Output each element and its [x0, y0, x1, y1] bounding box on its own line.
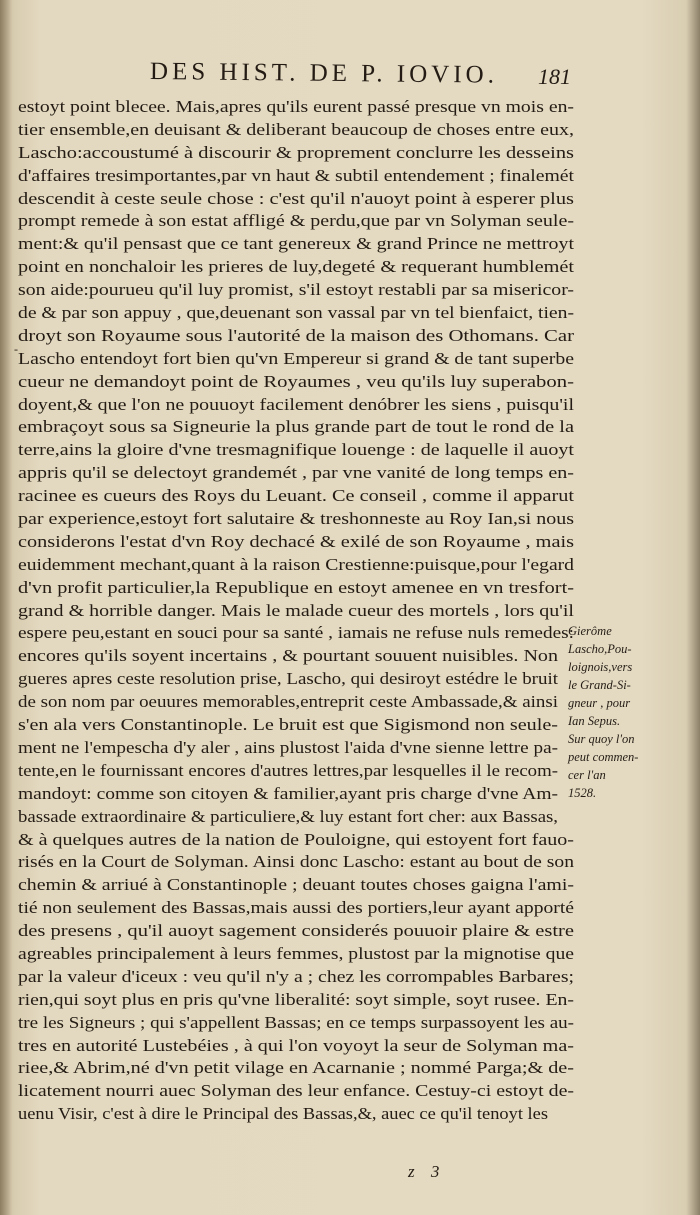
text-line-content: grand & horrible danger. Mais le malade cueur des mortels , lors qu'il — [18, 600, 574, 620]
text-line-content: tre les Signeurs ; qui s'appellent Bassas; en ce temps surpassoyent les au- — [18, 1012, 574, 1032]
text-line — [18, 508, 578, 531]
text-line-content: encores qu'ils soyent incertains , & pourtant souuent nuisibles. Non — [18, 646, 558, 666]
text-line — [18, 989, 578, 1012]
text-line — [18, 210, 578, 233]
text-line — [18, 1035, 578, 1058]
text-line — [18, 874, 578, 897]
text-line — [18, 691, 578, 714]
text-line-content: s'en ala vers Constantinople. Le bruit est que Sigismond non seule- — [18, 715, 558, 735]
text-line-content: & à quelques autres de la nation de Pouloigne, qui estoyent fort fauo- — [18, 829, 574, 849]
text-line-content: point en nonchaloir les prieres de luy,degeté & requerant humblemét — [18, 257, 574, 277]
text-line-content: droyt son Royaume sous l'autorité de la maison des Othomans. Car — [18, 325, 574, 345]
text-line — [18, 554, 578, 577]
text-line — [18, 966, 578, 989]
text-line — [18, 279, 578, 302]
text-line — [18, 897, 578, 920]
margin-note-line: Lascho,Pou- — [568, 642, 632, 656]
text-line-content: mandoyt: comme son citoyen & familier,ayant pris charge d'vne Am- — [18, 783, 558, 803]
text-line — [18, 577, 578, 600]
text-line-content: embraçoyt sous sa Signeurie la plus grande part de tout le rond de la — [18, 417, 574, 437]
text-line-content: prompt remede à son estat affligé & perdu,que par vn Solyman seule- — [18, 211, 574, 231]
text-line — [18, 760, 578, 783]
text-line — [18, 920, 578, 943]
text-line-content: risés en la Court de Solyman. Ainsi donc Lascho: estant au bout de son — [18, 852, 574, 872]
text-line — [18, 829, 578, 852]
margin-note-line: Sur quoy l'on — [568, 732, 635, 746]
margin-note-line: Ian Sepus. — [568, 714, 621, 728]
text-line — [18, 531, 578, 554]
margin-note — [568, 622, 663, 802]
text-line-content: d'affaires tresimportantes,par vn haut & subtil entendement ; finalemét — [18, 165, 574, 185]
text-line — [18, 96, 578, 119]
margin-note-line: le Grand-Si- — [568, 678, 631, 692]
text-line — [18, 394, 578, 417]
text-line-content: terre,ains la gloire d'vne tresmagnifique louenge : de laquelle il auoyt — [18, 440, 574, 460]
text-line-content: d'vn profit particulier,la Republique en estoyt amenee en vn tresfort- — [18, 577, 574, 597]
text-line-content: cueur ne demandoyt point de Royaumes , veu qu'ils luy superabon- — [18, 371, 574, 391]
text-line-content: agreables principalement à leurs femmes, plustost par la mignotise que — [18, 943, 574, 963]
text-line — [18, 302, 578, 325]
text-line-content: euidemment mechant,quant à la raison Crestienne:puisque,pour l'egard — [18, 554, 574, 574]
text-line-content: gueres apres ceste resolution prise, Lascho, qui desiroyt estédre le bruit — [18, 669, 558, 689]
text-line — [18, 622, 578, 645]
text-line — [18, 256, 578, 279]
text-line — [18, 485, 578, 508]
text-line — [18, 348, 578, 371]
text-line — [18, 371, 578, 394]
text-line-content: doyent,& que l'on ne pouuoyt facilement denóbrer les siens , puisqu'il — [18, 394, 574, 414]
text-line — [18, 142, 578, 165]
text-line — [18, 943, 578, 966]
margin-note-line: loignois,vers — [568, 660, 633, 674]
margin-note-line: Gierôme — [568, 624, 612, 638]
text-line — [18, 119, 578, 142]
margin-note-line: 1528. — [568, 786, 597, 800]
running-head: DES HIST. DE P. IOVIO. — [149, 58, 499, 89]
margin-note-line: cer l'an — [568, 768, 606, 782]
text-line — [18, 462, 578, 485]
text-line — [18, 165, 578, 188]
text-line — [18, 668, 578, 691]
text-line-content: considerons l'estat d'vn Roy dechacé & exilé de son Royaume , mais — [18, 531, 574, 551]
text-line-content: descendit à ceste seule chose : c'est qu'il n'auoyt point à esperer plus — [18, 188, 574, 208]
page-number: 181 — [538, 64, 571, 89]
text-line-content: licatement nourri auec Solyman des leur enfance. Cestuy-ci estoyt de- — [18, 1081, 574, 1101]
text-line-content: espere peu,estant en souci pour sa santé , iamais ne refuse nuls remedes: — [18, 623, 574, 643]
margin-note-line: gneur , pour — [568, 696, 631, 710]
text-line — [18, 714, 578, 737]
text-line-content: ment ne l'empescha d'y aler , ains plustost l'aida d'vne sienne lettre pa- — [18, 737, 558, 757]
text-line — [18, 325, 578, 348]
text-line — [18, 1057, 578, 1080]
text-line — [18, 737, 578, 760]
text-line — [18, 1103, 578, 1126]
margin-dash-mark: - — [14, 342, 18, 356]
text-line-content: par experience,estoyt fort salutaire & treshonneste au Roy Ian,si nous — [18, 509, 574, 529]
text-line-content: racinee es cueurs des Roys du Leuant. Ce conseil , comme il apparut — [18, 486, 574, 506]
signature-mark: z 3 — [408, 1162, 446, 1181]
text-line — [18, 851, 578, 874]
text-line-content: tres en autorité Lustebéies , à qui l'on voyoyt la seur de Solyman ma- — [18, 1035, 574, 1055]
text-line-content: Lascho:accoustumé à discourir & proprement conclurre les desseins — [18, 142, 574, 162]
text-line — [18, 1012, 578, 1035]
body-text — [18, 96, 578, 1126]
text-line — [18, 783, 578, 806]
text-line-content: chemin & arriué à Constantinople ; deuant toutes choses gaigna l'ami- — [18, 875, 574, 895]
text-line-content: Lascho entendoyt fort bien qu'vn Empereur si grand & de tant superbe — [18, 348, 574, 368]
text-line — [18, 645, 578, 668]
text-line-content: tié non seulement des Bassas,mais aussi des portiers,leur ayant apporté — [18, 898, 574, 918]
text-line-content: tente,en le fournissant encores d'autres lettres,par lesquelles il le recom- — [18, 760, 558, 780]
text-line-content: bassade extraordinaire & particuliere,& luy estant fort cher: aux Bassas, — [18, 806, 558, 826]
text-line-content: de son nom par oeuures memorables,entreprit ceste Ambassade,& ainsi — [18, 692, 558, 712]
text-line-content: appris qu'il se delectoyt grandemét , par vne vanité de long temps en- — [18, 463, 574, 483]
text-line — [18, 233, 578, 256]
text-line-content: tier ensemble,en deuisant & deliberant beaucoup de choses entre eux, — [18, 119, 574, 139]
text-line-content: riee,& Abrim,né d'vn petit vilage en Acarnanie ; nommé Parga;& de- — [18, 1058, 574, 1078]
text-line — [18, 600, 578, 623]
text-line — [18, 439, 578, 462]
text-line-content: son aide:pourueu qu'il luy promist, s'il estoyt restabli par sa misericor- — [18, 280, 574, 300]
text-line-content: par la valeur d'iceux : veu qu'il n'y a ; chez les corrompables Barbares; — [18, 966, 574, 986]
text-line-content: des presens , qu'il auoyt sagement considerés pouuoir plaire & estre — [18, 921, 574, 941]
text-line — [18, 416, 578, 439]
text-line — [18, 1080, 578, 1103]
text-line-content: rien,qui soyt plus en pris qu'vne liberalité: soyt simple, soyt rusee. En- — [18, 989, 574, 1009]
text-line — [18, 188, 578, 211]
text-line-content: de & par son appuy , que,deuenant son vassal par vn tel bienfaict, tien- — [18, 303, 574, 323]
text-line-content: uenu Visir, c'est à dire le Principal des Bassas,&, auec ce qu'il tenoyt les — [18, 1104, 548, 1124]
page-gutter-shadow — [0, 0, 12, 1215]
margin-note-line: peut commen- — [568, 750, 639, 764]
text-line — [18, 806, 578, 829]
text-line-content: ment:& qu'il pensast que ce tant genereux & grand Prince ne mettroyt — [18, 234, 574, 254]
text-line-content: estoyt point blecee. Mais,apres qu'ils eurent passé presque vn mois en- — [18, 97, 574, 116]
